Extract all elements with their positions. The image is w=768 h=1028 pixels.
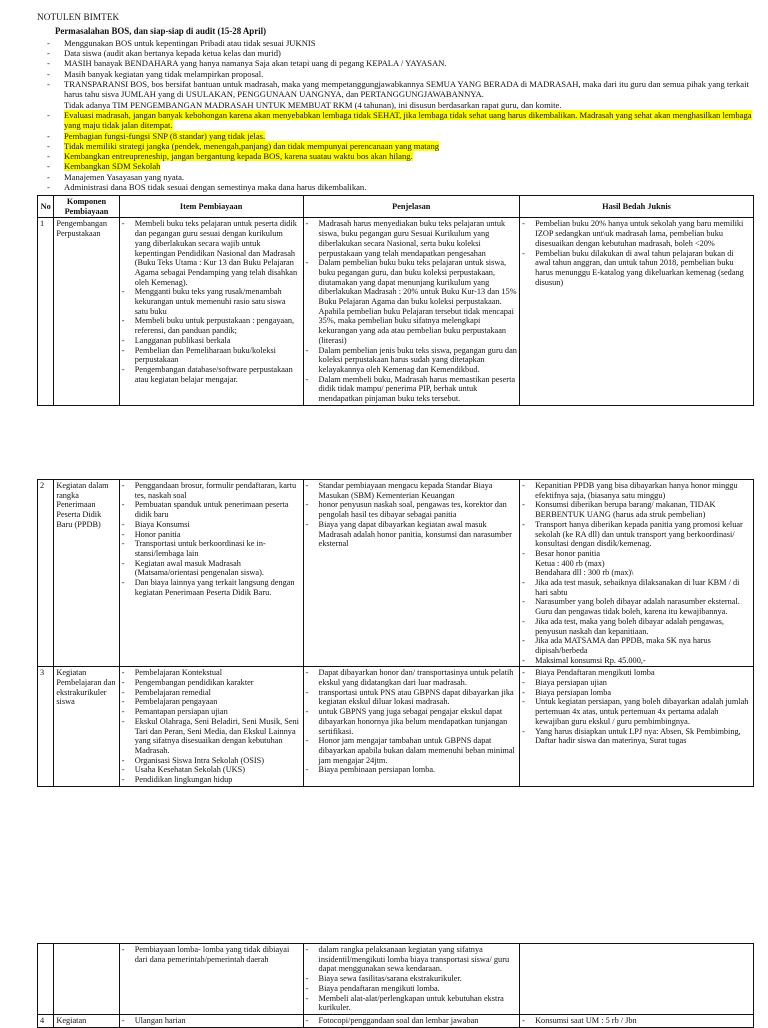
cell-penjelasan xyxy=(303,480,520,667)
cell-item xyxy=(119,667,303,786)
bullet-dash: - xyxy=(121,765,125,775)
bullet-list xyxy=(306,219,518,403)
bullet-dash: - xyxy=(47,58,50,69)
list-item-text: Penggandaan brosur, formulir pendaftaran, kartu tes, naskah soal xyxy=(134,481,297,500)
budget-table-continued xyxy=(37,479,754,787)
bullet-dash: - xyxy=(121,529,125,539)
bullet-dash: - xyxy=(121,578,125,588)
cell-hasil xyxy=(520,480,754,667)
list-item xyxy=(522,617,751,636)
list-item xyxy=(522,481,751,500)
cell-no: 2 xyxy=(38,480,54,667)
cell-penjelasan xyxy=(303,218,520,405)
list-item-text: Transport hanya diberikan kepada panitia yang promosi keluar sekolah (ke RA dll) dan untuk transport yang berkoordinasi/ konsultasi dengan disdik/kemenag. xyxy=(535,519,743,549)
cell-item xyxy=(119,480,303,667)
cell-komponen: Kegiatan Pembelajaran dan ekstrakurikuler siswa xyxy=(54,667,119,786)
cell-hasil xyxy=(520,667,754,786)
bullet-dash: - xyxy=(121,716,125,726)
note-item xyxy=(45,100,752,110)
header-penjelasan: Penjelasan xyxy=(303,196,520,218)
list-item-text: Kegiatan awal masuk Madrasah (Matsama/orientasi pengenalan siswa). xyxy=(134,558,264,578)
bullet-dash: - xyxy=(47,171,50,182)
bullet-dash: - xyxy=(305,974,309,984)
list-item-text: Organisasi Siswa Intra Sekolah (OSIS) xyxy=(134,755,265,765)
list-item xyxy=(122,756,301,766)
list-item xyxy=(306,500,518,519)
bullet-dash: - xyxy=(47,78,50,89)
note-text: TRANSPARANSI BOS, bos bersifat bantuan untuk madrasah, maka yang mempetanggungjawabkannya SEMUA YANG BERADA di MADRASAH, maka dari itu guru dan semua pihak yang terkait harus tahu sisva JUMLAH yang di USULAKAN, PENGGUNAAN UANGNYA, dan PERTANGGUNGJAWABANNYA. xyxy=(64,78,749,100)
list-item xyxy=(122,530,301,540)
note-text: Kembangkan SDM Sekolah xyxy=(64,161,161,172)
bullet-dash: - xyxy=(522,597,525,607)
bullet-dash: - xyxy=(121,668,125,678)
list-item-text: Pengembangan pendidikan karakter xyxy=(134,678,254,688)
cell-no: 3 xyxy=(38,667,54,786)
bullet-dash: - xyxy=(121,707,125,717)
bullet-dash: - xyxy=(522,1015,525,1025)
bullet-dash: - xyxy=(47,68,50,79)
list-item xyxy=(122,688,301,698)
budget-table xyxy=(37,195,754,406)
list-item xyxy=(122,539,301,558)
bullet-dash: - xyxy=(121,539,125,549)
list-item-text: Biaya pembinaan persiapan lomba. xyxy=(318,765,436,775)
list-item xyxy=(122,520,301,530)
bullet-dash: - xyxy=(305,519,309,529)
list-item-text: transportasi untuk PNS atau GBPNS dapat dibayarkan jika kegiatan ekskul diluar lokasi madrasah. xyxy=(318,687,514,707)
list-item xyxy=(306,945,518,974)
note-item xyxy=(45,151,752,161)
cell-no: 4 xyxy=(38,1014,54,1027)
list-item xyxy=(122,717,301,756)
list-item-text: Ekskul Olahraga, Seni Beladiri, Seni Musik, Seni Tari dan Peran, Seni Media, dan Ekskul Lainnya yang sifatnya disesuaikan dengan kebutuhan Madrasah. xyxy=(134,716,299,755)
list-item xyxy=(522,578,751,597)
bullet-dash: - xyxy=(47,37,50,48)
bullet-list xyxy=(306,945,518,1013)
cell-hasil xyxy=(520,218,754,405)
note-item xyxy=(45,161,752,171)
bullet-dash: - xyxy=(305,736,309,746)
bullet-dash: - xyxy=(121,697,125,707)
list-item xyxy=(522,568,751,578)
note-item xyxy=(45,141,752,151)
list-item-text: Membeli alat-alat/perlengkapan untuk kebutuhan ekstra kurikuler. xyxy=(318,993,504,1013)
bullet-list xyxy=(306,1016,518,1026)
list-item xyxy=(122,346,301,365)
cell-komponen xyxy=(54,944,119,1015)
bullet-dash: - xyxy=(47,151,50,162)
budget-table-continued-2 xyxy=(37,943,754,1028)
list-item xyxy=(122,500,301,519)
list-item xyxy=(522,597,751,616)
list-item-text: Jika ada MATSAMA dan PPDB, maka SK nya harus dipisah/berbeda xyxy=(535,636,711,655)
bullet-dash: - xyxy=(121,519,125,529)
cell-hasil xyxy=(520,944,754,1015)
table-header-row xyxy=(38,196,754,218)
bullet-dash: - xyxy=(121,481,125,490)
note-item xyxy=(45,110,752,131)
list-item xyxy=(122,945,301,964)
list-item xyxy=(122,765,301,775)
list-item-text: Biaya Pendaftaran mengikuti lomba xyxy=(535,668,655,678)
list-item-text: Besar honor panitia xyxy=(535,548,601,558)
bullet-dash: - xyxy=(522,616,525,626)
list-item xyxy=(122,481,301,500)
list-item-text: Transportasi untuk berkoordinasi ke in-stansi/lembaga lain xyxy=(134,539,266,558)
bullet-dash: - xyxy=(121,345,125,355)
bullet-dash: - xyxy=(121,364,125,374)
list-item-text: dalam rangka pelaksanaan kegiatan yang sifatnya insidentil/mengikuti lomba biaya transportasi siswa/ guru dapat menggunakan sewa kendaraan. xyxy=(318,945,510,974)
bullet-dash: - xyxy=(522,655,525,665)
bullet-dash: - xyxy=(522,697,525,707)
list-item-text: Madrasah harus menyediakan buku teks pelajaran untuk siswa, buku pegangan guru Sesuai Kurikulum yang diberlakukan secara Nasional, serta buku koleksi perpustakaan yang telah mendapatkan pengesahan xyxy=(318,219,506,258)
list-item xyxy=(522,688,751,698)
bullet-list xyxy=(522,219,751,287)
list-item xyxy=(306,994,518,1013)
list-item-text: Pemantapan persiapan ujian xyxy=(134,707,228,717)
list-item xyxy=(306,765,518,775)
list-item-text: Usaha Kesehatan Sekolah (UKS) xyxy=(134,765,246,775)
bullet-dash: - xyxy=(305,993,309,1003)
note-text: Administrasi dana BOS tidak sesuai dengan semestinya maka dana harus dikembalikan. xyxy=(64,182,367,193)
list-item-text: Dalam pembelian buku buku teks pelajaran untuk siswa, buku pegangan guru, dan buku koleksi perpustakaan, diutamakan yang dapat menunjang kurikulum yang diberlakukan Madrasah : 20% untuk Buku Kur-13 dan 15% Buku Pelajaran Agama dan buku koleksi perpustakaan. Apabila pembelian buku Pelajaran tersebut tidak mencapai 35%, maka pembelian buku sifatnya melengkapi kekurangan yang ada atau pembelian buku perpustakaan (literasi) xyxy=(318,258,517,345)
note-item xyxy=(45,172,752,182)
bullet-dash: - xyxy=(305,374,309,384)
list-item xyxy=(522,219,751,248)
table-row xyxy=(38,667,754,786)
bullet-dash: - xyxy=(522,248,525,258)
bullet-dash: - xyxy=(121,558,125,568)
document-title: NOTULEN BIMTEK xyxy=(37,12,120,22)
list-item-text: honor penyusun naskah soal, pengawas tes, korektor dan pengolah hasil tes dibayar sebagai panitia xyxy=(318,500,507,520)
list-item xyxy=(522,1016,751,1026)
bullet-dash: - xyxy=(121,755,125,765)
bullet-dash: - xyxy=(47,109,50,120)
list-item xyxy=(522,249,751,288)
bullet-dash: - xyxy=(47,48,50,59)
list-item-text: Pembelajaran pengayaan xyxy=(134,697,218,707)
list-item-text: Fotocopi/penggandaan soal dan lembar jawaban xyxy=(318,1015,479,1025)
list-item-text: Narasumber yang boleh dibayar adalah narasumber eksternal. Guru dan pengawas tidak boleh, karena itu kewajibannya. xyxy=(535,597,740,617)
notes-header xyxy=(37,12,752,192)
cell-penjelasan xyxy=(303,667,520,786)
bullet-dash: - xyxy=(305,345,309,355)
bullet-dash: - xyxy=(305,500,309,510)
list-item xyxy=(122,707,301,717)
bullet-dash: - xyxy=(522,678,525,688)
list-item-text: Dan biaya lainnya yang terkait langsung dengan kegiatan Penerimaan Peserta Didik Baru. xyxy=(134,578,295,597)
bullet-dash: - xyxy=(305,481,309,490)
list-item-text: Pembelajaran Kontekstual xyxy=(134,668,223,678)
list-item xyxy=(306,520,518,549)
table-row xyxy=(38,1014,754,1027)
cell-item xyxy=(119,218,303,405)
list-item-text: Biaya pendaftaran mengikuti lomba. xyxy=(318,983,440,993)
bullet-dash: - xyxy=(305,687,309,697)
bullet-dash: - xyxy=(305,1015,309,1025)
list-item xyxy=(306,668,518,687)
list-item-text: Biaya persiapan ujian xyxy=(535,678,607,688)
list-item xyxy=(306,258,518,345)
list-item-text: Honor jam mengajar tambahan untuk GBPNS dapat dibayarkan apabila bukan dalam memenuhi beban minimal jam mengajar 24jtm. xyxy=(318,736,515,765)
list-item-text: Jika ada test masuk, sebaiknya dilaksanakan di luar KBM / di hari sabtu xyxy=(535,578,740,597)
note-text: Data siswa (audit akan bertanya kepada ketua kelas dan murid) xyxy=(64,48,281,59)
note-text: Masih banyak kegiatan yang tidak melampirkan proposal. xyxy=(64,68,264,79)
list-item xyxy=(522,727,751,746)
bullet-dash: - xyxy=(121,678,125,688)
bullet-dash: - xyxy=(305,258,309,268)
list-item-text: Pengembangan database/software perpustakaan atau kegiatan belajar mengajar. xyxy=(134,364,293,384)
bullet-dash: - xyxy=(121,335,125,345)
list-item-text: Dalam membeli buku, Madrasah harus memastikan peserta didik tidak mampu/ penerima PIP, berhak untuk mendapatkan pinjaman buku teks tersebut. xyxy=(318,374,516,404)
bullet-dash: - xyxy=(47,161,50,172)
list-item xyxy=(522,668,751,678)
list-item xyxy=(122,365,301,384)
bullet-list xyxy=(306,668,518,775)
list-item xyxy=(522,559,751,569)
list-item-text: Biaya Konsumsi xyxy=(134,519,190,529)
list-item xyxy=(522,697,751,726)
bullet-dash: - xyxy=(121,1015,125,1025)
note-text: Evaluasi madrasah, jangan banyak kebohongan karena akan menyebabkan lembaga tidak SEHAT, jika lembaga tidak sehat uang harus dikembalikan. Madrasah yang sehat akan menghasilkan lembaga yang maju tidak jalan ditempat. xyxy=(64,109,752,131)
note-item xyxy=(45,58,752,68)
bullet-dash: - xyxy=(522,219,525,229)
list-item xyxy=(122,559,301,578)
bullet-list xyxy=(522,668,751,746)
bullet-dash: - xyxy=(522,519,525,529)
note-text: Menggunakan BOS untuk kepentingan Pribadi atau tidak sesuai JUKNIS xyxy=(64,37,316,48)
list-item xyxy=(122,678,301,688)
bullet-dash: - xyxy=(305,945,309,954)
header-no: No xyxy=(38,196,54,218)
list-item-text: Dalam pembelian jenis buku teks siswa, pegangan guru dan koleksi perpustakaan harus sudah yang ditetapkan kelayakannya oleh Kemenag dan Kemendikbud. xyxy=(318,345,517,374)
bullet-dash: - xyxy=(121,316,125,326)
note-text: Tidak memiliki strategi jangka (pendek, menengah,panjang) dan tidak mempunyai perencanaan yang matang xyxy=(64,140,440,151)
list-item-text: Yang harus disiapkan untuk LPJ nya: Absen, Sk Pembimbing, Daftar hadir siswa dan materinya, Surat tugas xyxy=(535,726,741,746)
list-item xyxy=(122,775,301,785)
list-item-text: Bendahara dll : 300 rb (max)\ xyxy=(535,568,634,578)
bullet-dash: - xyxy=(522,636,525,646)
list-item-text: Mengganti buku teks yang rusak/menambah kekurangan untuk memenuhi rasio satu siswa satu buku xyxy=(134,287,286,316)
bullet-dash: - xyxy=(121,945,125,954)
bullet-dash: - xyxy=(305,983,309,993)
list-item xyxy=(122,336,301,346)
list-item xyxy=(306,1016,518,1026)
list-item-text: Konsumsi diberikan berupa barang/ makanan, TIDAK BERBENTUK UANG (harus ada struk pembelian) xyxy=(535,500,716,520)
note-text: Pembagian fungsi-fungsi SNP (8 standar) yang tidak jelas. xyxy=(64,130,266,141)
list-item xyxy=(306,736,518,765)
cell-item xyxy=(119,1014,303,1027)
bullet-dash: - xyxy=(47,140,50,151)
list-item-text: Kepanitian PPDB yang bisa dibayarkan hanya honor minggu efektifnya saja, (biasanya satu minggu) xyxy=(535,481,738,500)
header-hasil: Hasil Bedah Juknis xyxy=(520,196,754,218)
bullet-dash: - xyxy=(121,287,125,297)
cell-penjelasan xyxy=(303,944,520,1015)
bullet-dash: - xyxy=(522,687,525,697)
bullet-dash: - xyxy=(522,578,525,588)
list-item xyxy=(306,984,518,994)
header-item: Item Pembiayaan xyxy=(119,196,303,218)
list-item-text: Konsumsi saat UM : 5 rb / Jbn xyxy=(535,1015,637,1025)
note-text: Tidak adanya TIM PENGEMBANGAN MADRASAH UNTUK MEMBUAT RKM (4 tahunan), ini disusun berdasarkan rapat guru, dan komite. xyxy=(64,99,562,110)
cell-no xyxy=(38,944,54,1015)
note-text: Manajemen Yasayasan yang nyata. xyxy=(64,171,185,182)
list-item-text: Honor panitia xyxy=(134,529,181,539)
bullet-dash: - xyxy=(121,687,125,697)
list-item xyxy=(306,375,518,404)
list-item-text: Dapat dibayarkan honor dan/ transportasinya untuk pelatih ekskul yang didatangkan dari luar madrasah. xyxy=(318,668,514,688)
list-item xyxy=(522,656,751,666)
bullet-list xyxy=(122,945,301,964)
list-item xyxy=(122,578,301,597)
table-row xyxy=(38,218,754,405)
cell-komponen: Kegiatan xyxy=(54,1014,119,1027)
bullet-list xyxy=(122,481,301,597)
cell-penjelasan xyxy=(303,1014,520,1027)
bullet-dash: - xyxy=(522,500,525,510)
bullet-dash: - xyxy=(522,668,525,678)
list-item-text: Membeli buku teks pelajaran untuk peserta didik dan pegangan guru sesuai dengan kurikulum yang diberlakukan secara wajib untuk kepentingan Pendidikan Nasional dan Madrasah (Buku Teks Utama : Kur 13 dan Buku Pelajaran Agama sebagai Pendamping yang telah disahkan oleh Kemenag). xyxy=(134,219,298,287)
list-item-text: Biaya persiapan lomba xyxy=(535,687,612,697)
bullet-list xyxy=(306,481,518,549)
list-item xyxy=(306,346,518,375)
list-item xyxy=(522,678,751,688)
cell-komponen: Kegiatan dalam rangka Penerimaan Peserta Didik Baru (PPDB) xyxy=(54,480,119,667)
bullet-dash: - xyxy=(305,707,309,717)
bullet-dash: - xyxy=(522,481,525,490)
bullet-dash: - xyxy=(522,726,525,736)
list-item-text: Pembiayaan lomba- lomba yang tidak dibiayai dari dana pemerintah/pemerintah daerah xyxy=(134,945,290,964)
list-item xyxy=(122,697,301,707)
list-item-text: Pembelian dan Pemeliharaan buku/koleksi perpustakaan xyxy=(134,345,276,365)
bullet-list xyxy=(522,481,751,665)
document-subtitle: Permasalahan BOS, dan siap-siap di audit (15-28 April) xyxy=(55,26,267,37)
list-item xyxy=(122,316,301,335)
list-item-text: Ketua : 400 rb (max) xyxy=(535,558,605,568)
list-item-text: Membeli buku untuk perpustakaan : pengayaan, referensi, dan panduan pandik; xyxy=(134,316,295,336)
list-item-text: Biaya sewa fasilitas/sarana ekstrakurikuler. xyxy=(318,974,462,984)
list-item-text: Biaya yang dapat dibayarkan kegiatan awal masuk Madrasah adalah honor panitia, konsumsi dan narasumber eksternal xyxy=(318,519,512,549)
list-item xyxy=(122,287,301,316)
list-item-text: Pembelajaran remedial xyxy=(134,687,211,697)
cell-item xyxy=(119,944,303,1015)
bullet-dash: - xyxy=(305,668,309,678)
header-komponen: Komponen Pembiayaan xyxy=(54,196,119,218)
list-item-text: Standar pembiayaan mengacu kepada Standar Biaya Masukan (SBM) Kementerian Keuangan xyxy=(318,481,493,500)
list-item-text: Pendidikan lingkungan hidup xyxy=(134,775,233,785)
list-item-text: Maksimal konsumsi Rp. 45.000,- xyxy=(535,655,646,665)
note-item xyxy=(45,79,752,100)
list-item xyxy=(522,500,751,519)
bullet-dash: - xyxy=(305,219,309,229)
cell-no: 1 xyxy=(38,218,54,405)
list-item-text: Pembuatan spanduk untuk penerimaan peserta didik baru xyxy=(134,500,289,520)
list-item-text: untuk GBPNS yang juga sebagai pengajar ekskul dapat dibayarkan honornya jika belum mendapatkan tunjangan sertifikasi. xyxy=(318,707,508,736)
list-item xyxy=(306,219,518,258)
list-item xyxy=(306,481,518,500)
list-item xyxy=(306,688,518,707)
problem-list xyxy=(37,38,752,193)
list-item xyxy=(306,974,518,984)
list-item-text: Pembelian buku 20% hanya untuk sekolah yang baru memiliki IZOP sedangkan unt\uk madrasah lama, pembelian buku disesuaikan dengan kebutuhan madrasah, boleh <20% xyxy=(535,219,744,248)
bullet-dash: - xyxy=(47,130,50,141)
list-item-text: Pembelian buku dilakukan di awal tahun pelajaran bukan di awal tahun anggran, dan untuk tahun 2018, pembelian buku harus menunggu E-katalog yang dikeluarkan kemenag (sedang disusun) xyxy=(535,248,744,287)
bullet-dash: - xyxy=(305,765,309,775)
note-item xyxy=(45,182,752,192)
bullet-dash: - xyxy=(121,219,125,229)
bullet-dash: - xyxy=(121,775,125,785)
bullet-dash: - xyxy=(121,500,125,510)
note-item xyxy=(45,131,752,141)
note-text: MASIH banayak BENDAHARA yang hanya namanya Saja akan tetapi uang di pegang KEPALA / YAYASAN. xyxy=(64,58,447,69)
note-item xyxy=(45,38,752,48)
cell-komponen: Pengembangan Perpustakaan xyxy=(54,218,119,405)
cell-hasil xyxy=(520,1014,754,1027)
list-item xyxy=(522,549,751,559)
bullet-list xyxy=(122,668,301,784)
table-row xyxy=(38,480,754,667)
bullet-list xyxy=(522,1016,751,1026)
list-item-text: Jika ada test, maka yang boleh dibayar adalah pengawas, penyusun naskah dan kepanitiaan. xyxy=(535,616,724,636)
list-item xyxy=(522,520,751,549)
bullet-list xyxy=(122,1016,301,1026)
list-item-text: Untuk kegiatan persiapan, yang boleh dibayarkan adalah jumlah pertemuan 4x atas, untuk pertemuan 4x pertama adalah kewajiban guru ekskul / guru pembimbingnya. xyxy=(535,697,749,726)
bullet-list xyxy=(122,219,301,384)
bullet-dash: - xyxy=(522,548,525,558)
list-item xyxy=(122,219,301,287)
list-item xyxy=(122,668,301,678)
bullet-dash: - xyxy=(47,182,50,193)
list-item xyxy=(122,1016,301,1026)
table-row xyxy=(38,944,754,1015)
list-item xyxy=(522,636,751,655)
list-item-text: Ulangan harian xyxy=(134,1015,186,1025)
note-text: Kembangkan entreupreneship, jangan bergantung kepada BOS, karena suatau waktu bos akan hilang. xyxy=(64,151,413,162)
list-item xyxy=(306,707,518,736)
list-item-text: Langganan publikasi berkala xyxy=(134,335,231,345)
note-item xyxy=(45,69,752,79)
note-item xyxy=(45,48,752,58)
